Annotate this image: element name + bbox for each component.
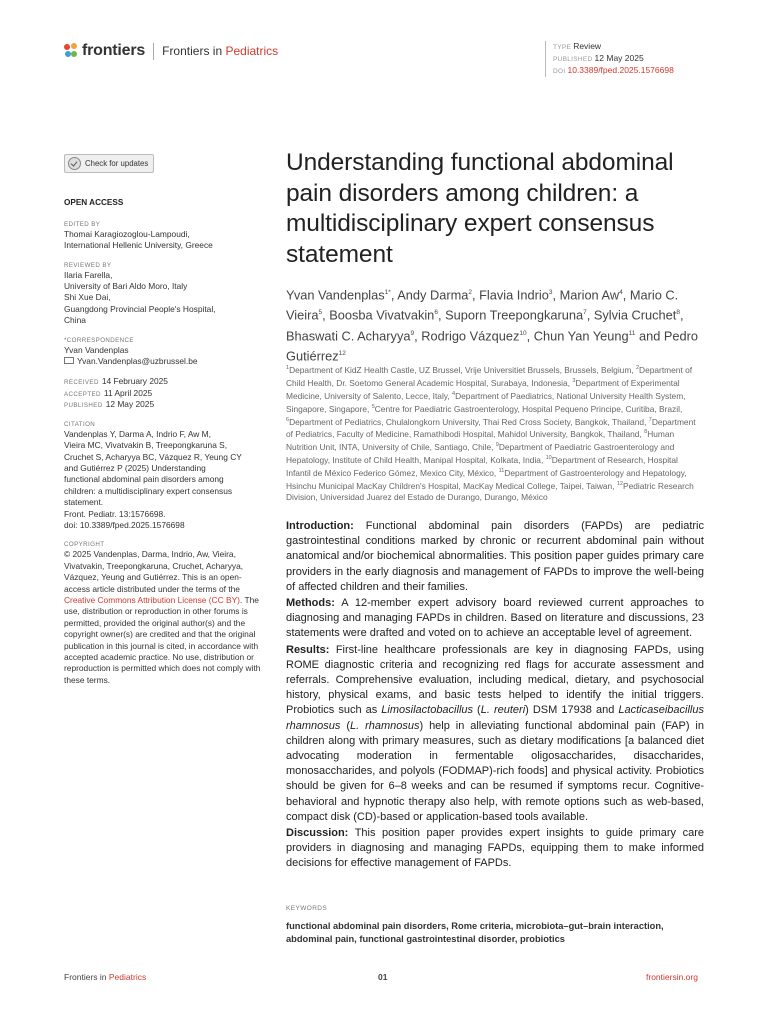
author-name[interactable]: Andy Darma [397, 287, 469, 303]
affiliations [286, 363, 704, 503]
species-name: L. reuteri [480, 704, 526, 717]
logo-dot [64, 44, 70, 50]
citation-line: statement. [64, 497, 104, 508]
author-name[interactable]: Flavia Indrio [479, 287, 549, 303]
section-text: First-line healthcare professionals are key in diagnosing FAPDs, using ROME diagnostic criteria and recognizing red flags for accurate assessment and referrals. Comprehensive evaluation, including medical, dietary, and psychosocial history, physical exams, and basic tests helped to identify the initial triggers. Probiotics such as [286, 643, 704, 717]
journal-name: Pediatrics [225, 44, 279, 58]
frontiers-logo[interactable] [64, 42, 278, 60]
author-name[interactable]: Pedro Gutiérrez [286, 327, 699, 364]
logo-wordmark: frontiers [82, 42, 146, 59]
author-name[interactable]: Marion Aw [559, 287, 620, 303]
citation-line: Vandenplas Y, Darma A, Indrio F, Aw M, [64, 428, 211, 439]
affiliation-text: Department of Pediatrics, Faculty of Medicine, Ramathibodi Hospital, Mahidol University, Bangkok, Thailand, [286, 416, 696, 440]
article-meta [545, 41, 674, 77]
author-affiliation-ref: 4 [619, 289, 623, 296]
section-label: Discussion: [286, 827, 349, 840]
received-row [64, 376, 262, 387]
published-label: PUBLISHED [553, 56, 593, 63]
abstract-results [286, 643, 704, 825]
copyright-text [64, 549, 262, 686]
citation [64, 429, 262, 532]
footer-journal-prefix: Frontiers in [64, 972, 107, 982]
author-name[interactable]: Bhaswati C. Acharyya [286, 327, 411, 343]
affiliation-text: Human Nutrition Unit, INTA, University of Chile, Santiago, Chile, [286, 429, 675, 453]
check-icon [68, 157, 81, 170]
author-affiliation-ref: 12 [338, 349, 346, 357]
affiliation-number: 5 [371, 403, 375, 410]
correspondence-label: *CORRESPONDENCE [64, 336, 134, 344]
abstract-introduction [286, 519, 704, 595]
correspondence-email[interactable]: Yvan.Vandenplas@uzbrussel.be [77, 356, 198, 367]
correspondence-name: Yvan Vandenplas [64, 344, 129, 355]
logo-divider [153, 43, 154, 60]
author-affiliation-ref: 6 [434, 309, 438, 317]
type-label: TYPE [553, 44, 572, 51]
author-affiliation-ref: 1* [384, 289, 391, 296]
affiliation-number: 10 [545, 455, 552, 462]
citation-line: Cruchet S, Acharyya BC, Vázquez R, Yeung CY [64, 451, 242, 462]
accepted-date: 11 April 2025 [103, 387, 153, 398]
check-updates-label: Check for updates [85, 158, 149, 168]
section-label: Introduction: [286, 520, 354, 532]
reviewer-line: Guangdong Provincial People's Hospital, [64, 303, 216, 314]
section-text: ) help in alleviating functional abdominal pain (FAP) in children along with primary measures, such as dietary modifications [a balanced diet advocating moderation in fermentable oligosaccharides, disaccharides, monosaccharides, and polyols (FODMAP)-rich foods] and physical activity. Probiotics should be given for 6–8 weeks and can be resumed if symptoms recur. Cognitive-behavioral and hypnotic therapy also help, with remote options such as web-based, compact disk (CD)-based or application-based tools available. [286, 719, 704, 823]
author-affiliation-ref: 5 [318, 309, 323, 317]
author-name[interactable]: Suporn Treepongkaruna [445, 307, 584, 323]
citation-label: CITATION [64, 420, 96, 428]
author-affiliation-ref: 7 [583, 309, 587, 317]
affiliation-text: Pediatric Research Division, Universidad Juarez del Estado de Durango, Durango, México [286, 480, 694, 502]
citation-line: doi: 10.3389/fped.2025.1576698 [64, 519, 185, 530]
affiliation-number: 12 [616, 481, 623, 488]
check-updates-button[interactable] [64, 154, 154, 173]
footer-site-link[interactable] [646, 972, 698, 982]
author-name[interactable]: Chun Yan Yeung [533, 327, 629, 343]
species-name: Limosilactobacillus [381, 704, 474, 717]
abstract-methods [286, 596, 704, 642]
species-name: L. rhamnosus [350, 719, 420, 732]
article-title: Understanding functional abdominal pain disorders among children: a multidisciplinary expert consensus statement [286, 149, 674, 268]
affiliation-number: 9 [495, 442, 499, 449]
affiliation-number: 1 [286, 365, 290, 371]
author-name[interactable]: Yvan Vandenplas [286, 287, 385, 303]
published-row [64, 399, 262, 410]
author-affiliation-ref: 3 [548, 289, 553, 296]
author-affiliation-ref: 9 [410, 329, 415, 337]
section-text: A 12-member expert advisory board reviewed current approaches to diagnosing and managing FAPDs in children. Based on literature and discussions, 23 statements were drafted and voted on to achieve an acceptable level of agreement. [286, 597, 704, 640]
edited-by-label: EDITED BY [64, 220, 101, 228]
affiliation-number: 6 [286, 416, 290, 423]
author-affiliation-ref: 2 [468, 289, 472, 296]
mail-icon [64, 357, 74, 364]
logo-dot [71, 43, 77, 49]
reviewed-by-label: REVIEWED BY [64, 261, 112, 269]
edited-by [64, 229, 262, 252]
author-list: Yvan Vandenplas$^{1*}$, Andy Darma$^2$, Flavia Indrio$^3$, Marion Aw$^4$, Mario C. Vieira$^5$, Boosba Vivatvakin$^6$, Suporn Treepongkaruna$^7$, Sylvia Cruchet$^8$, Bhaswati C. Acharyya$^9$, Rodrigo Vázquez$^{10}$, Chun Yan Yeung$^{11}$ and Pedro Gutiérrez$^{12}$ [286, 287, 699, 364]
reviewer-line: China [64, 315, 86, 326]
sidebar [64, 154, 262, 686]
dates [64, 376, 262, 410]
affiliation-number: 2 [635, 365, 640, 371]
citation-line: children: a multidisciplinary expert consensus [64, 485, 233, 496]
affiliation-text: Department of KidZ Health Castle, UZ Brussel, Vrije Universitiet Brussels, Brussels, Belgium, [289, 364, 634, 375]
affiliation-number: 7 [648, 416, 652, 423]
section-label: Results: [286, 643, 330, 656]
reviewer-line: Shi Xue Dai, [64, 292, 111, 303]
species-name: Lacticaseibacillus rhamnosus [286, 704, 704, 732]
sidebar-published-label: PUBLISHED [64, 402, 103, 410]
copyright-part: . The use, distribution or reproduction in other forums is permitted, provided the original author(s) and the copyright owner(s) are credited and that the original publication in this journal is cited, in accordance with accepted academic practice. No use, distribution or reproduction is permitted which does not comply with these terms. [64, 594, 261, 685]
copyright-part: © 2025 Vandenplas, Darma, Indrio, Aw, Vieira, Vivatvakin, Treepongkaruna, Cruchet, Acharyya, Vázquez, Yeung and Gutiérrez. This is an open-access article distributed under the terms of the [64, 549, 244, 594]
reviewed-by [64, 270, 262, 327]
doi-link[interactable]: 10.3389/fped.2025.1576698 [567, 65, 674, 75]
affiliation-text: Department of Paediatrics, National University Health System, Singapore, Singapore, [286, 390, 686, 414]
received-label: RECEIVED [64, 379, 99, 387]
correspondence-email-row[interactable] [64, 356, 262, 367]
section-label: Methods: [286, 597, 335, 610]
citation-line: Vieira MC, Vivatvakin B, Treepongkaruna S, [64, 440, 228, 451]
section-text: ( [340, 719, 350, 732]
reviewer-line: University of Bari Aldo Moro, Italy [64, 281, 188, 292]
cc-license-link[interactable]: Creative Commons Attribution License (CC BY) [64, 594, 240, 605]
accepted-row [64, 388, 262, 399]
author-affiliation-ref: 10 [519, 329, 527, 337]
keywords-label: KEYWORDS [286, 905, 328, 912]
open-access-label: OPEN ACCESS [64, 198, 124, 208]
author-name[interactable]: Sylvia Cruchet [593, 307, 677, 323]
affiliation-number: 4 [452, 390, 456, 397]
affiliation-text: Department of Paediatric Gastroenterology and Hepatology, Institute of Child Health, Manipal Hospital, Kolkata, India, [286, 442, 675, 466]
affiliation-text: Department of Pediatrics, Chulalongkorn University, Thai Red Cross Society, Bangkok, Thailand, [289, 416, 647, 427]
keywords: functional abdominal pain disorders, Rome criteria, microbiota–gut–brain interaction, abdominal pain, functional gastrointestinal disorder, probiotics [286, 921, 664, 944]
section-text: ( [473, 704, 481, 717]
affiliation-text: Department of Gastroenterology and Hepatology, Hsinchu Municipal MacKay Children's Hospital, MacKay Medical College, Taipei, Taiwan, [286, 467, 687, 491]
abstract-discussion [286, 826, 704, 872]
abstract [286, 519, 704, 873]
affiliation-text: Department of Experimental Medicine, University of Salento, Lecce, Italy, [286, 377, 680, 401]
citation-line: Front. Pediatr. 13:1576698. [64, 508, 166, 519]
author-affiliation-ref: 11 [628, 329, 636, 337]
section-text: Functional abdominal pain disorders (FAPDs) are pediatric gastrointestinal conditions marked by chronic or recurrent abdominal pain without anatomical and/or biochemical abnormalities. This position paper guides primary care providers in the early diagnosis and management of FAPDs to improve the well-being of affected children and their families. [286, 520, 704, 593]
accepted-label: ACCEPTED [64, 390, 101, 398]
author-name[interactable]: Boosba Vivatvakin [329, 307, 435, 323]
citation-line: functional abdominal pain disorders among [64, 474, 224, 485]
received-date: 14 February 2025 [101, 376, 168, 387]
doi-label: DOI [553, 68, 566, 75]
footer-journal-name: Pediatrics [108, 972, 147, 982]
author-name[interactable]: Rodrigo Vázquez [421, 327, 520, 343]
section-text: This position paper provides expert insights to guide primary care providers in diagnosing and managing FAPDs, equipping them to make informed decisions for effective management of FAPDs. [286, 827, 704, 870]
citation-line: and Gutiérrez P (2025) Understanding [64, 462, 206, 473]
affiliation-text: Department of Research, Hospital Infantil de México Federico Gómez, Mexico City, México, [286, 455, 678, 478]
reviewer-line: Ilaria Farella, [64, 269, 113, 280]
logo-dot [71, 51, 77, 57]
journal-title [162, 44, 278, 58]
published-value: 12 May 2025 [594, 53, 644, 63]
footer-journal [64, 972, 146, 982]
affiliation-text: Department of Child Health, Dr. Soetomo General Academic Hospital, Surabaya, Indonesia, [286, 364, 693, 388]
edited-by-line: International Hellenic University, Greece [64, 240, 213, 251]
page-number: 01 [378, 972, 388, 982]
author-name[interactable]: Mario C. Vieira [286, 287, 679, 323]
published-date: 12 May 2025 [105, 399, 155, 410]
affiliation-number: 8 [644, 429, 648, 436]
affiliation-number: 11 [498, 468, 505, 475]
type-value: Review [573, 41, 602, 51]
author-affiliation-ref: 8 [676, 309, 680, 317]
affiliation-text: Centre for Paediatric Gastroenterology, Hospital Pequeno Principe, Curitiba, Brazil, [374, 403, 683, 414]
affiliation-number: 3 [572, 377, 576, 384]
copyright-label: COPYRIGHT [64, 541, 105, 549]
frontiers-logo-icon [64, 43, 78, 59]
journal-prefix: Frontiers in [162, 44, 223, 58]
section-text: ) DSM 17938 and [525, 704, 619, 717]
footer-site[interactable]: frontiersin.org [646, 972, 698, 982]
edited-by-line: Thomai Karagiozoglou-Lampoudi, [64, 228, 190, 239]
